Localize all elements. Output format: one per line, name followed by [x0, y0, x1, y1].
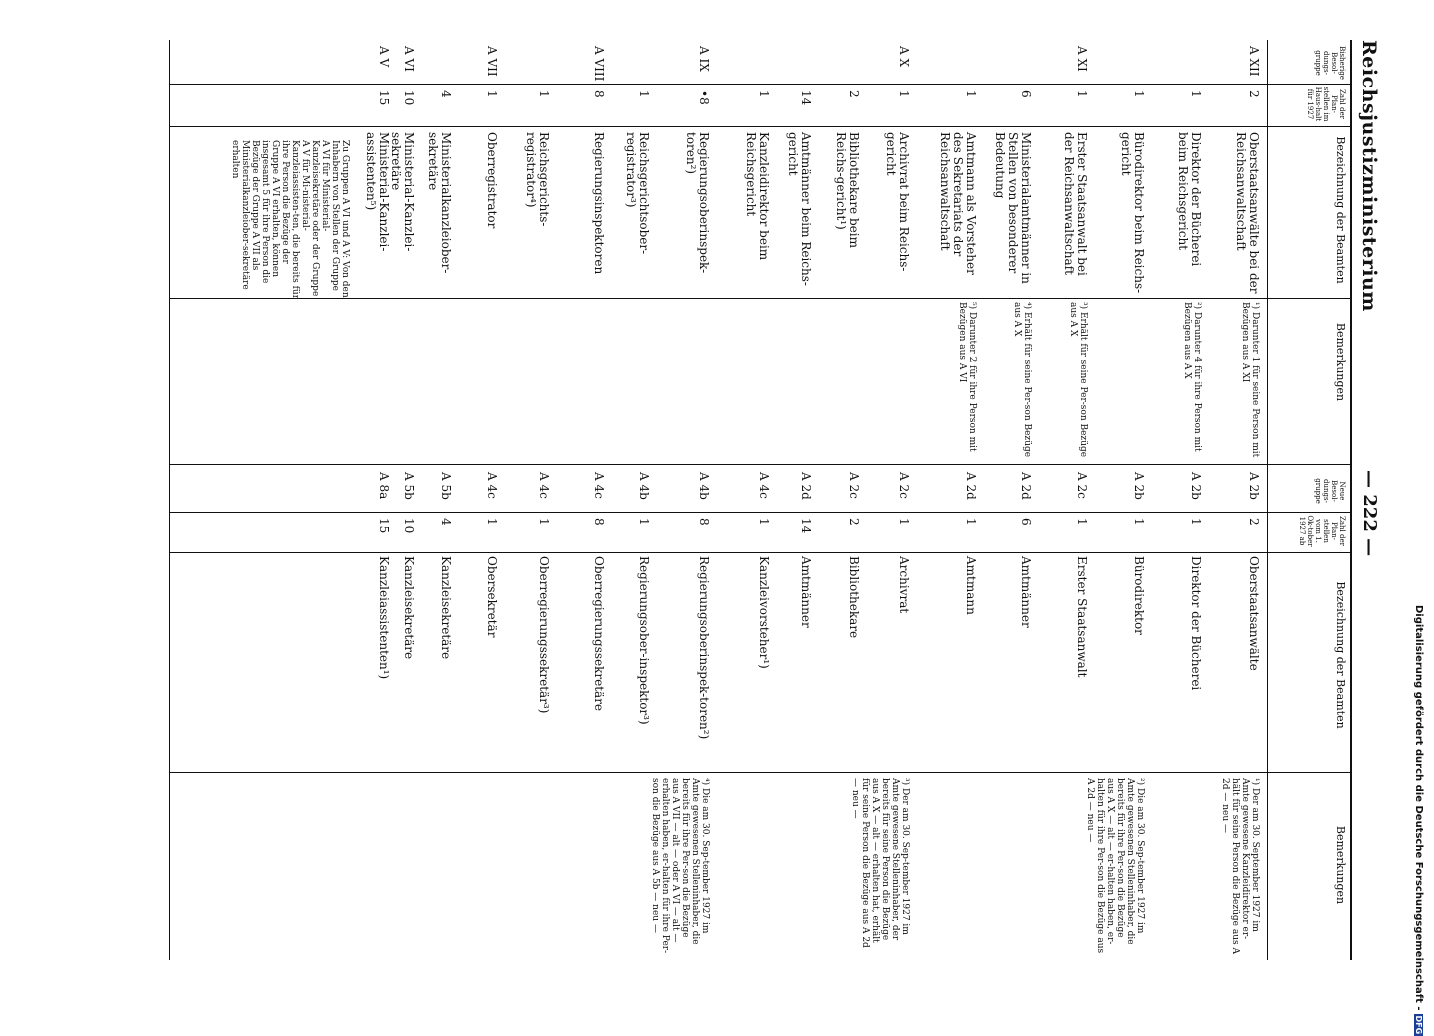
table-cell-n2: 1: [1132, 518, 1146, 526]
table-cell-n2: 10: [402, 518, 416, 534]
table-cell-name2: Oberregierungssekretär³): [537, 556, 551, 714]
table-cell-rem2: ²) Die am 30. Sep-tember 1927 im Amte gewesenen Stelleninhaber, die bereits für ihre Per-son die Bezüge aus A X — alt — er-halten haben, er-halten für ihre Per-son die Bezüge aus A 2d — neu —: [1085, 778, 1145, 954]
table-cell-n2: 1: [1075, 518, 1089, 526]
table-cell-old: A IX: [697, 46, 711, 72]
table-cell-name: Ministerial-Kanzlei-assistenten⁵): [364, 132, 391, 252]
table-cell-n: 2: [1247, 90, 1261, 98]
table-cell-new: A 4c: [592, 472, 606, 499]
table-cell-name: Amtmänner beim Reichs-gericht: [786, 132, 813, 286]
table-cell-name: Reichsgerichts-registrator⁴): [524, 132, 551, 227]
table-cell-new: A 8a: [377, 472, 391, 500]
table-cell-new: A 4c: [757, 472, 771, 499]
table-cell-name2: Regierungsoberinspek-toren²): [697, 556, 711, 740]
table-cell-new: A 2d: [1019, 472, 1033, 500]
table-cell-name: Oberregistrator: [485, 132, 499, 229]
table-cell-old: A VII: [485, 46, 499, 77]
table-cell-n: 1: [897, 90, 911, 98]
col-new-name: Bezeichnung der Beamten: [1334, 581, 1347, 729]
table-cell-n2: 6: [1019, 518, 1033, 526]
table-cell-rem: ²) Darunter 4 für ihre Person mit Bezügen aus A X: [1182, 302, 1202, 452]
table-cell-rem2: ³) Der am 30. Sep-tember 1927 im Amte gewesene Stelleninhaber, der bereits für seine Person die Bezüge aus A X — alt — erhalten hat, erhält für seine Person die Bezüge aus A 2d — neu —: [850, 778, 910, 948]
table-cell-name: Regierungsinspektoren: [592, 132, 606, 275]
table-cell-name: Bibliothekare beim Reichs-gericht¹): [834, 132, 861, 248]
table-cell-n: 10: [402, 90, 416, 106]
table-cell-n: 1: [637, 90, 651, 98]
table-cell-name2: Obersekretär: [485, 556, 499, 638]
table-cell-n: 4: [439, 90, 453, 98]
table-cell-n2: 1: [897, 518, 911, 526]
page-number: — 222 —: [1359, 470, 1380, 557]
table-cell-new: A 2d: [964, 472, 978, 500]
table-cell-name: Regierungsoberinspek-toren²): [684, 132, 711, 274]
table-cell-old: A VIII: [592, 46, 606, 82]
table-cell-n2: 1: [757, 518, 771, 526]
table-cell-n2: 8: [697, 518, 711, 526]
table-cell-rem: ⁴) Erhält für seine Per-son Bezüge aus A X: [1012, 302, 1032, 458]
table-cell-name2: Kanzleiassistenten¹): [377, 556, 391, 680]
table-cell-name: Amtmann als Vorsteher des Sekretariats der Reichsanwaltschaft: [938, 132, 978, 275]
table-cell-rem2: ⁴) Die am 30. Sep-tember 1927 im Amte gewesenen Stelleninhaber, die bereits für ihre Per-son die Bezüge aus A VII — alt — oder A VI — alt — erhalten haben, er-halten für ihre Per-son die Bezüge aus A 5b — neu —: [650, 778, 710, 954]
table-cell-n: 1: [537, 90, 551, 98]
table-cell-new: A 4c: [537, 472, 551, 499]
header-rule: [1267, 40, 1268, 960]
col-old-remarks: Bemerkungen: [1334, 322, 1347, 402]
table-cell-n: 14: [799, 90, 813, 106]
col-old-group: Bisherige Besol-dungs-gruppe: [1314, 46, 1346, 80]
table-cell-n2: 4: [439, 518, 453, 526]
table-cell-name: Reichsgerichtsober-registrator³): [624, 132, 651, 255]
col-new-remarks: Bemerkungen: [1334, 825, 1347, 905]
table-cell-new: A 5b: [402, 472, 416, 500]
rotated-table-sheet: [40, 40, 1380, 960]
table-cell-n: 1: [1189, 90, 1203, 98]
col-old-name: Bezeichnung der Beamten: [1334, 136, 1347, 284]
group-note: Zu Gruppen A VI und A V: Von den Inhabern von Stellen der Gruppe A VI für Ministerial-Kanzleisekretäre oder der Gruppe A V für Mi-nisterial-Kanzleiassisten-ten, die bereits für ihre Person die Bezüge der Gruppe A VI erhalten, können insgesamt 5 für ihre Person die Bezüge der Gruppe A VII als Ministerialkanzleiober-sekretäre erhalten: [230, 140, 350, 299]
table-cell-new: A 2c: [897, 472, 911, 499]
table-cell-n: 1: [1075, 90, 1089, 98]
table-cell-new: A 2c: [847, 472, 861, 499]
table-cell-old: A VI: [402, 46, 416, 72]
table-cell-new: A 4b: [637, 472, 651, 500]
table-cell-n: 1: [964, 90, 978, 98]
table-cell-old: A V: [377, 46, 391, 68]
table-cell-name: Ministerialamtmänner in Stellen von besonderer Bedeutung: [993, 132, 1033, 284]
table-cell-name: Kanzleidirektor beim Reichsgericht: [744, 132, 771, 261]
table-cell-name2: Direktor der Bücherei: [1189, 556, 1203, 691]
table-cell-n2: 2: [847, 518, 861, 526]
table-cell-name2: Oberregierungssekretäre: [592, 556, 606, 712]
table-cell-n2: 2: [1247, 518, 1261, 526]
table-cell-new: A 2b: [1247, 472, 1261, 500]
table-cell-n2: 1: [637, 518, 651, 526]
table-cell-n: •8: [697, 90, 711, 105]
footer-text: Digitalisierung gefördert durch die Deutsche Forschungsgemeinschaft -: [1413, 605, 1424, 1011]
table-cell-name: Direktor der Bücherei beim Reichsgericht: [1176, 132, 1203, 267]
rule: [170, 772, 1350, 773]
table-cell-name2: Amtmänner: [1019, 556, 1033, 628]
table-cell-n: 6: [1019, 90, 1033, 98]
table-cell-n2: 1: [964, 518, 978, 526]
rule: [170, 512, 1350, 513]
table-cell-new: A 4c: [485, 472, 499, 499]
table-cell-name2: Bürodirektor: [1132, 556, 1146, 635]
table-cell-n2: 14: [799, 518, 813, 534]
table-cell-n2: 1: [1189, 518, 1203, 526]
table-cell-old: A X: [897, 46, 911, 68]
dfg-logo: DFG: [1414, 1015, 1423, 1035]
rule: [170, 84, 1350, 85]
table-cell-name2: Kanzleisekretäre: [439, 556, 453, 660]
table-cell-name2: Archivrat: [897, 556, 911, 614]
table-cell-n2: 1: [537, 518, 551, 526]
table-cell-new: A 2b: [1189, 472, 1203, 500]
table-cell-name: Erster Staatsanwalt bei der Reichsanwaltschaft: [1062, 132, 1089, 276]
table-cell-new: A 2b: [1132, 472, 1146, 500]
table-cell-name: Bürodirektor beim Reichs-gericht: [1119, 132, 1146, 294]
table-cell-n2: 8: [592, 518, 606, 526]
table-cell-old: A XI: [1075, 46, 1089, 72]
table-cell-name2: Amtmänner: [799, 556, 813, 628]
table-cell-name2: Amtmann: [964, 556, 978, 615]
table-cell-new: A 2c: [1075, 472, 1089, 499]
table-cell-name: Oberstaatsanwälte bei der Reichsanwaltschaft: [1234, 132, 1261, 294]
table-cell-name2: Bibliothekare: [847, 556, 861, 639]
table-cell-rem: ¹) Darunter 1 für seine Person mit Bezügen aus A XI: [1240, 302, 1260, 458]
table-cell-rem2: ¹) Der am 30. September 1927 im Amte gewesene Kanzleidirektor er-hält für seine Person die Bezüge aus A 2d — neu —: [1220, 778, 1260, 954]
table-cell-new: A 5b: [439, 472, 453, 500]
table-cell-n: 15: [377, 90, 391, 106]
table-cell-rem: ⁵) Darunter 2 für ihre Person mit Bezügen aus A VI: [957, 302, 977, 452]
table-cell-n: 8: [592, 90, 606, 98]
col-new-count: Zahl der Plan-stellen vom 1. Ok-tober 1927 ab: [1298, 515, 1346, 547]
table-cell-name2: Kanzleisekretäre: [402, 556, 416, 660]
table-cell-name: Ministerialkanzleiober-sekretäre: [426, 132, 453, 274]
table-cell-n2: 15: [377, 518, 391, 534]
data-table: [169, 40, 1352, 960]
table-cell-name2: Oberstaatsanwälte: [1247, 556, 1261, 671]
rule: [170, 126, 1350, 127]
table-cell-name: Archivrat beim Reichs-gericht: [884, 132, 911, 272]
table-cell-n: 1: [757, 90, 771, 98]
footer-credit: [1413, 605, 1424, 1036]
table-cell-new: A 2d: [799, 472, 813, 500]
table-cell-n: 2: [847, 90, 861, 98]
table-cell-old: A XII: [1247, 46, 1261, 77]
table-cell-name2: Regierungsober-inspektor³): [637, 556, 651, 725]
table-cell-name: Ministerial-Kanzlei-sekretäre: [389, 132, 416, 252]
table-cell-n2: 1: [485, 518, 499, 526]
page-title: Reichsjustizministerium: [1358, 40, 1380, 312]
table-cell-name2: Erster Staatsanwalt: [1075, 556, 1089, 678]
table-cell-n: 1: [1132, 90, 1146, 98]
col-old-count: Zahl der Plan-stellen im Haus-halt für 1927: [1306, 86, 1346, 122]
rule: [170, 464, 1350, 465]
table-cell-name2: Kanzleivorsteher¹): [757, 556, 771, 669]
col-new-group: Neue Besol-dungs-gruppe: [1314, 478, 1346, 504]
table-cell-new: A 4b: [697, 472, 711, 500]
table-cell-n: 1: [485, 90, 499, 98]
rule: [170, 552, 1350, 553]
table-cell-rem: ³) Erhält für seine Per-son Bezüge aus A X: [1068, 302, 1088, 458]
